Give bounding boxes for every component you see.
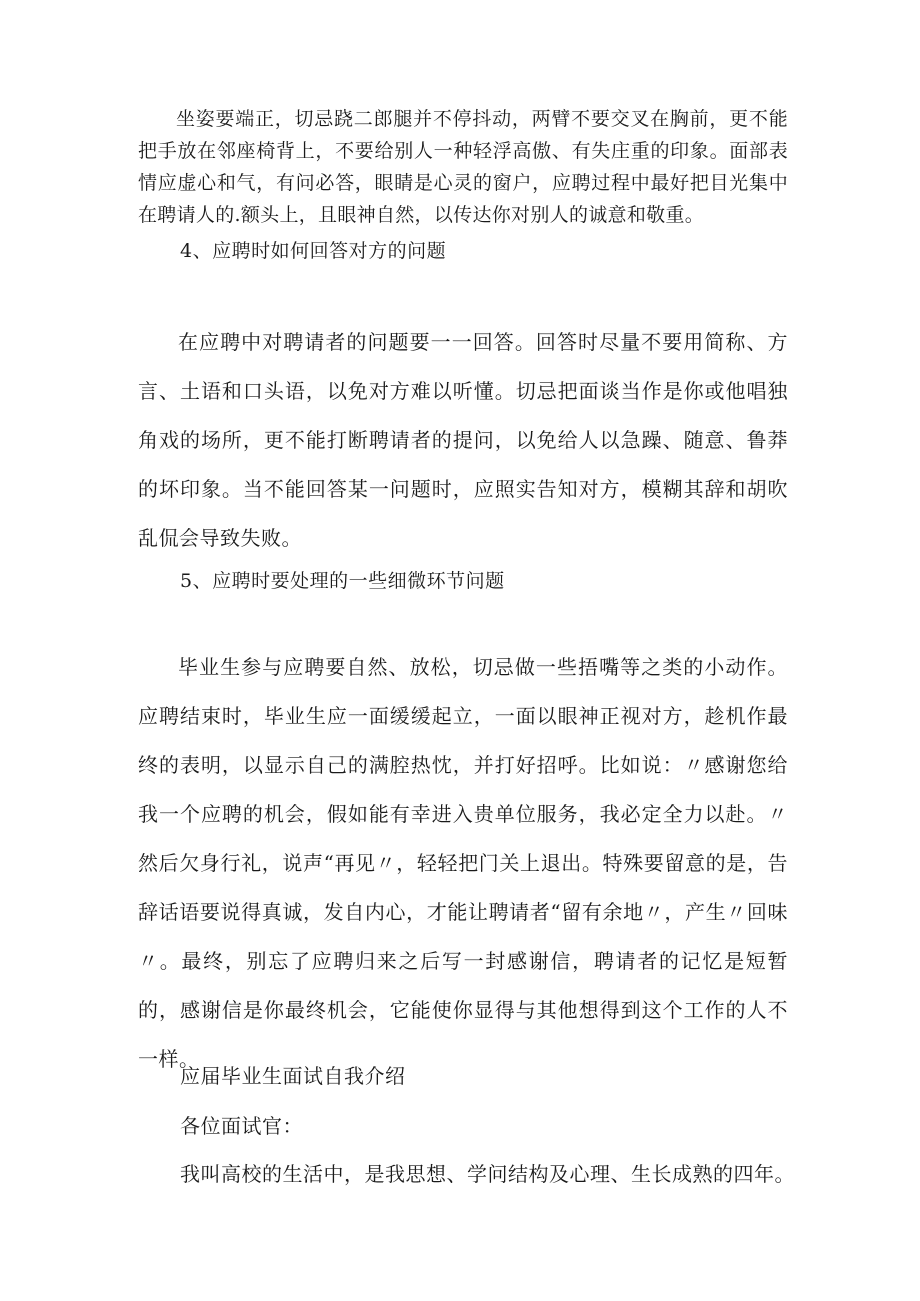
heading-detail-issues: 5、应聘时要处理的一些细微环节问题 <box>180 570 505 592</box>
section-title: 应届毕业生面试自我介绍 <box>180 1064 406 1088</box>
heading-answer-questions: 4、应聘时如何回答对方的问题 <box>180 240 447 262</box>
salutation: 各位面试官： <box>180 1114 303 1138</box>
paragraph-answer-questions: 在应聘中对聘请者的问题要一一回答。回答时尽量不要用简称、方言、土语和口头语，以免对方难以听懂。切忌把面谈当作是你或他唱独角戏的场所，更不能打断聘请者的提问，以免给人以急躁、随意、鲁莽的坏印象。当不能回答某一问题时，应照实告知对方，模糊其辞和胡吹乱侃会导致失败。 <box>138 330 788 550</box>
intro-line: 我叫高校的生活中，是我思想、学问结构及心理、生长成熟的四年。 <box>180 1162 795 1186</box>
paragraph-posture: 坐姿要端正，切忌跷二郎腿并不停抖动，两臂不要交叉在胸前，更不能把手放在邻座椅背上，不要给别人一种轻浮高傲、有失庄重的印象。面部表情应虚心和气，有问必答，眼睛是心灵的窗户，应聘过程中最好把目光集中在聘请人的.额头上，且眼神自然，以传达你对别人的诚意和敬重。 <box>138 108 788 226</box>
paragraph-detail-issues: 毕业生参与应聘要自然、放松，切忌做一些捂嘴等之类的小动作。应聘结束时，毕业生应一面缓缓起立，一面以眼神正视对方，趁机作最终的表明，以显示自己的满腔热忱，并打好招呼。比如说：〃感谢您给我一个应聘的机会，假如能有幸进入贵单位服务，我必定全力以赴。〃然后欠身行礼，说声“再见〃，轻轻把门关上退出。特殊要留意的是，告辞话语要说得真诚，发自内心，才能让聘请者“留有余地〃，产生〃回味〃。最终，别忘了应聘归来之后写一封感谢信，聘请者的记忆是短暂的，感谢信是你最终机会，它能使你显得与其他想得到这个工作的人不一样。 <box>138 655 788 1071</box>
